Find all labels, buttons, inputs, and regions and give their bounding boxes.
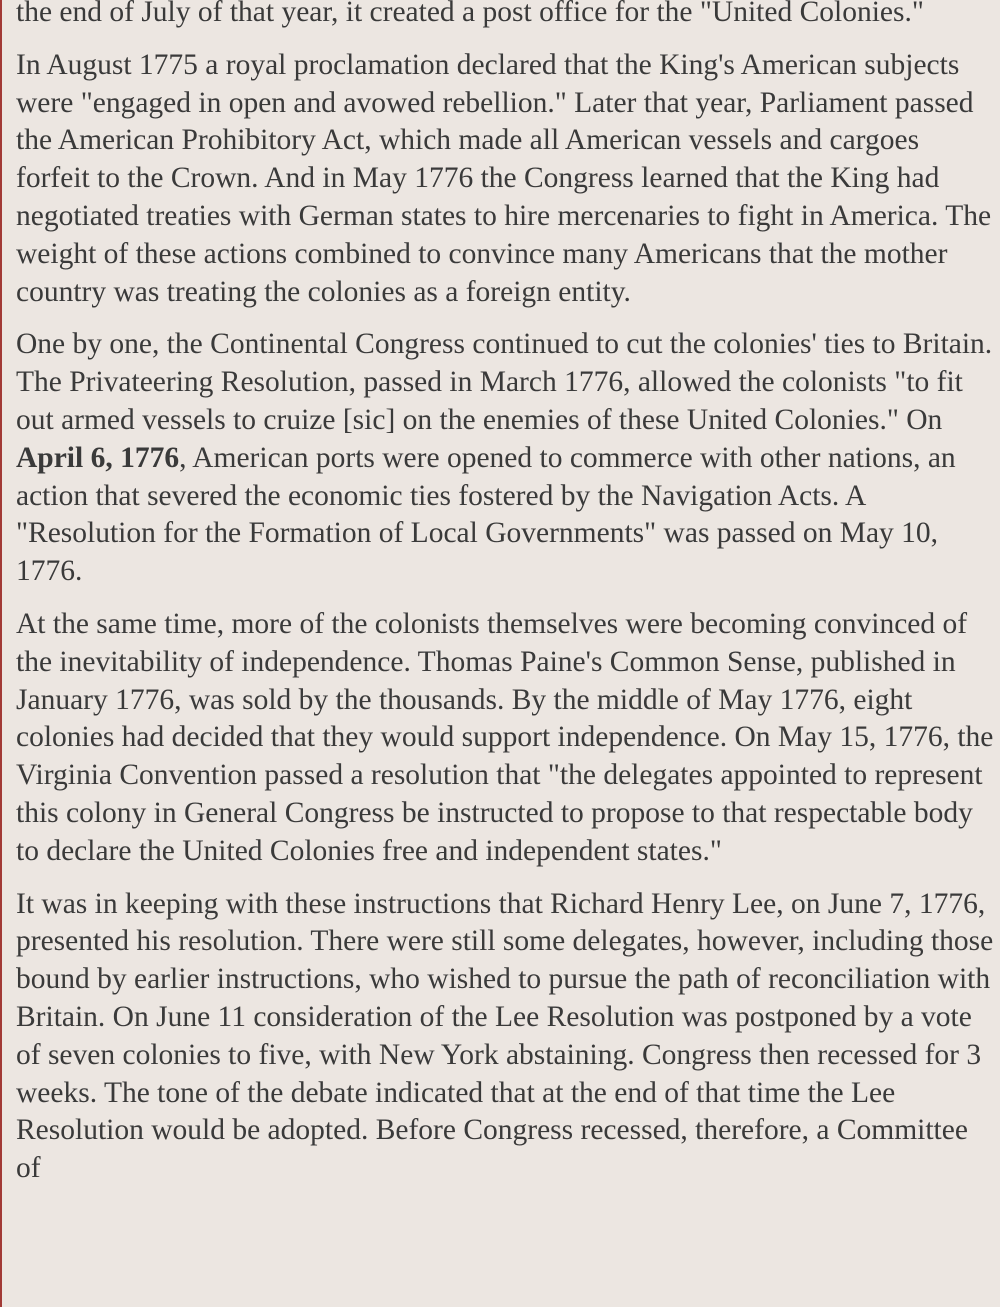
left-border-rule xyxy=(0,0,2,1307)
paragraph-3-before: One by one, the Continental Congress continued to cut the colonies' ties to Britain. The Privateering Resolution, passed in March 1776, allowed the colonists "to fit out armed vessels to cruize [sic] on the enemies of these United Colonies." On xyxy=(16,328,993,436)
paragraph-1: the end of July of that year, it created a post office for the "United Colonies." xyxy=(16,0,924,28)
paragraph-2: In August 1775 a royal proclamation declared that the King's American subjects were "engaged in open and avowed rebellion." Later that year, Parliament passed the American Prohibitory Act, which made all American vessels and cargoes forfeit to the Crown. And in May 1776 the Congress learned that the King had negotiated treaties with German states to hire mercenaries to fight in America. The weight of these actions combined to convince many Americans that the mother country was treating the colonies as a foreign entity. xyxy=(16,48,992,308)
article-body xyxy=(16,0,996,1203)
paragraph-5: It was in keeping with these instructions that Richard Henry Lee, on June 7, 1776, presented his resolution. There were still some delegates, however, including those bound by earlier instructions, who wished to pursue the path of reconciliation with Britain. On June 11 consideration of the Lee Resolution was postponed by a vote of seven colonies to five, with New York abstaining. Congress then recessed for 3 weeks. The tone of the debate indicated that at the end of that time the Lee Resolution would be adopted. Before Congress recessed, therefore, a Committee of xyxy=(16,887,994,1185)
paragraph-4: At the same time, more of the colonists themselves were becoming convinced of the inevitability of independence. Thomas Paine's Common Sense, published in January 1776, was sold by the thousands. By the middle of May 1776, eight colonies had decided that they would support independence. On May 15, 1776, the Virginia Convention passed a resolution that "the delegates appointed to represent this colony in General Congress be instructed to propose to that respectable body to declare the United Colonies free and independent states." xyxy=(16,607,994,867)
paragraph-3 xyxy=(16,326,996,591)
bold-date: April 6, 1776 xyxy=(16,441,180,474)
paragraph-3-after: , American ports were opened to commerce with other nations, an action that severed the economic ties fostered by the Navigation Acts. A "Resolution for the Formation of Local Governments" was passed on May 10, 1776. xyxy=(16,441,956,588)
